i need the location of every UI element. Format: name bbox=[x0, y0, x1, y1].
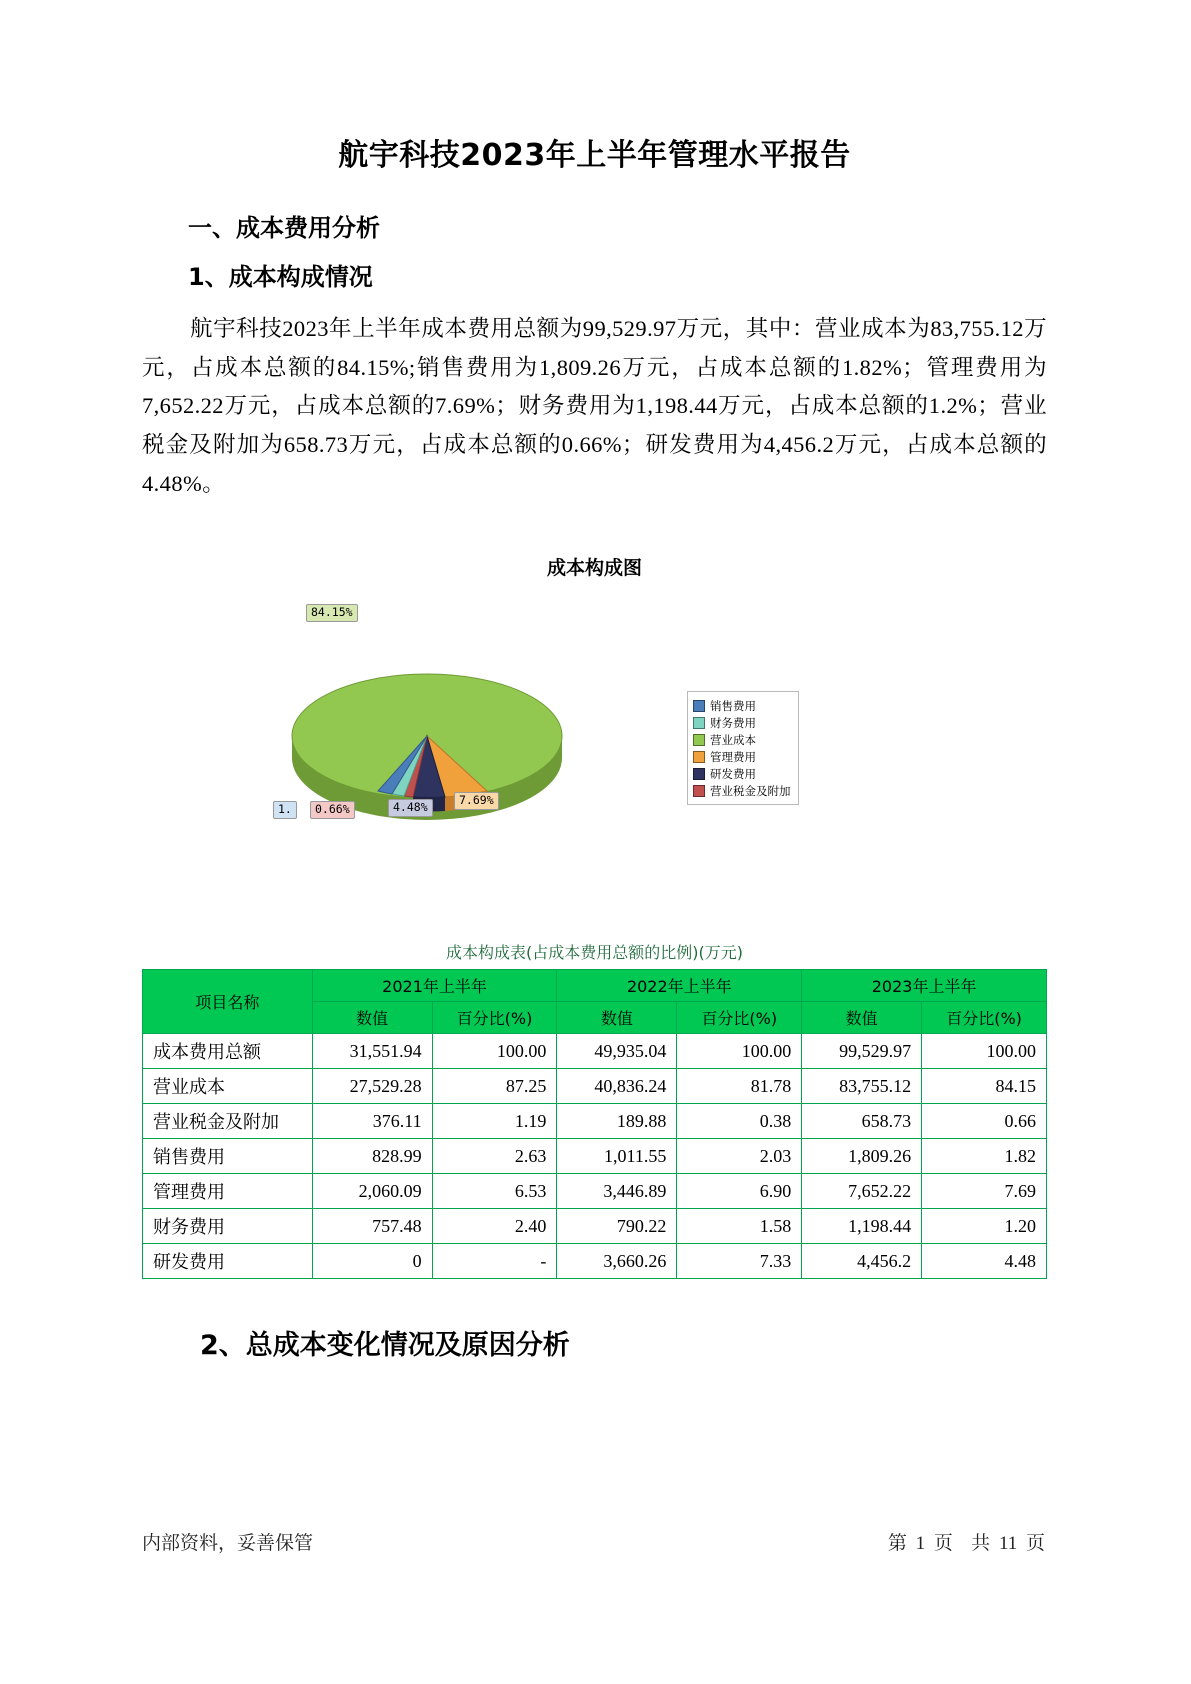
header-value-2021: 数值 bbox=[312, 1002, 432, 1034]
cell-value: 4,456.2 bbox=[802, 1244, 922, 1279]
cell-percent: 2.40 bbox=[432, 1209, 557, 1244]
legend-swatch-icon bbox=[693, 734, 705, 746]
cell-value: 790.22 bbox=[557, 1209, 677, 1244]
pie-label-admin-expense: 7.69% bbox=[454, 792, 499, 810]
legend-item bbox=[693, 714, 791, 731]
legend-swatch-icon bbox=[693, 785, 705, 797]
table-row bbox=[143, 1104, 1047, 1139]
header-year-2021: 2021年上半年 bbox=[312, 970, 557, 1002]
pie-label-tax-surcharge: 0.66% bbox=[310, 801, 355, 819]
cell-value: 40,836.24 bbox=[557, 1069, 677, 1104]
footer-pagination bbox=[886, 1528, 1047, 1555]
cell-percent: 4.48 bbox=[922, 1244, 1047, 1279]
pie-label-operating-cost: 84.15% bbox=[306, 604, 358, 622]
legend-item bbox=[693, 697, 791, 714]
cell-value: 3,660.26 bbox=[557, 1244, 677, 1279]
cell-percent: 100.00 bbox=[922, 1034, 1047, 1069]
document-content bbox=[142, 110, 1047, 1362]
cell-value: 2,060.09 bbox=[312, 1174, 432, 1209]
cell-value: 189.88 bbox=[557, 1104, 677, 1139]
cell-value: 3,446.89 bbox=[557, 1174, 677, 1209]
cell-percent: 7.33 bbox=[677, 1244, 802, 1279]
legend-label: 营业税金及附加 bbox=[710, 783, 791, 798]
legend-swatch-icon bbox=[693, 751, 705, 763]
cell-percent: 1.82 bbox=[922, 1139, 1047, 1174]
legend-label: 营业成本 bbox=[710, 732, 756, 747]
cell-percent: 0.38 bbox=[677, 1104, 802, 1139]
table-header-row-top bbox=[143, 970, 1047, 1002]
row-label: 销售费用 bbox=[143, 1139, 313, 1174]
section-heading-cost-analysis: 一、成本费用分析 bbox=[188, 214, 380, 242]
header-percent-2021: 百分比(%) bbox=[432, 1002, 557, 1034]
row-label: 财务费用 bbox=[143, 1209, 313, 1244]
cell-percent: 81.78 bbox=[677, 1069, 802, 1104]
row-label: 管理费用 bbox=[143, 1174, 313, 1209]
legend-swatch-icon bbox=[693, 717, 705, 729]
cell-percent: - bbox=[432, 1244, 557, 1279]
footer-page-number: 1 bbox=[915, 1533, 926, 1554]
cell-value: 1,809.26 bbox=[802, 1139, 922, 1174]
cell-percent: 100.00 bbox=[432, 1034, 557, 1069]
legend-label: 财务费用 bbox=[710, 715, 756, 730]
table-caption: 成本构成表(占成本费用总额的比例)(万元) bbox=[446, 943, 743, 963]
cell-percent: 1.19 bbox=[432, 1104, 557, 1139]
subsection-heading-total-cost-change: 2、总成本变化情况及原因分析 bbox=[200, 1330, 570, 1362]
header-percent-2023: 百分比(%) bbox=[922, 1002, 1047, 1034]
table-row bbox=[143, 1174, 1047, 1209]
cell-value: 757.48 bbox=[312, 1209, 432, 1244]
legend-swatch-icon bbox=[693, 768, 705, 780]
cell-value: 658.73 bbox=[802, 1104, 922, 1139]
footer-total-number: 11 bbox=[998, 1533, 1018, 1554]
table-row bbox=[143, 1244, 1047, 1279]
page-footer bbox=[142, 1528, 1047, 1555]
pie-chart bbox=[142, 586, 1047, 916]
cost-composition-table bbox=[142, 969, 1047, 1279]
chart-legend bbox=[687, 691, 799, 805]
cell-value: 49,935.04 bbox=[557, 1034, 677, 1069]
cell-value: 376.11 bbox=[312, 1104, 432, 1139]
legend-item bbox=[693, 748, 791, 765]
cell-percent: 2.63 bbox=[432, 1139, 557, 1174]
header-value-2023: 数值 bbox=[802, 1002, 922, 1034]
cell-percent: 2.03 bbox=[677, 1139, 802, 1174]
header-project-name: 项目名称 bbox=[143, 970, 313, 1034]
cell-value: 7,652.22 bbox=[802, 1174, 922, 1209]
cell-percent: 6.53 bbox=[432, 1174, 557, 1209]
header-year-2022: 2022年上半年 bbox=[557, 970, 802, 1002]
header-year-2023: 2023年上半年 bbox=[802, 970, 1047, 1002]
cell-percent: 1.20 bbox=[922, 1209, 1047, 1244]
footer-page-prefix: 第 bbox=[887, 1533, 907, 1554]
table-row bbox=[143, 1139, 1047, 1174]
footer-note: 内部资料，妥善保管 bbox=[142, 1533, 314, 1554]
legend-label: 管理费用 bbox=[710, 749, 756, 764]
chart-title: 成本构成图 bbox=[546, 557, 642, 580]
cell-percent: 1.58 bbox=[677, 1209, 802, 1244]
cell-value: 99,529.97 bbox=[802, 1034, 922, 1069]
footer-page-unit: 页 bbox=[933, 1533, 953, 1554]
table-row bbox=[143, 1209, 1047, 1244]
cell-value: 1,198.44 bbox=[802, 1209, 922, 1244]
cell-percent: 100.00 bbox=[677, 1034, 802, 1069]
cell-value: 0 bbox=[312, 1244, 432, 1279]
cell-percent: 6.90 bbox=[677, 1174, 802, 1209]
row-label: 成本费用总额 bbox=[143, 1034, 313, 1069]
cell-percent: 84.15 bbox=[922, 1069, 1047, 1104]
subsection-heading-cost-composition: 1、成本构成情况 bbox=[188, 263, 373, 291]
cell-value: 83,755.12 bbox=[802, 1069, 922, 1104]
legend-item bbox=[693, 782, 791, 799]
header-percent-2022: 百分比(%) bbox=[677, 1002, 802, 1034]
legend-label: 研发费用 bbox=[710, 766, 756, 781]
cell-value: 27,529.28 bbox=[312, 1069, 432, 1104]
cell-value: 828.99 bbox=[312, 1139, 432, 1174]
cell-percent: 7.69 bbox=[922, 1174, 1047, 1209]
table-row bbox=[143, 1069, 1047, 1104]
cell-percent: 0.66 bbox=[922, 1104, 1047, 1139]
paragraph-cost-composition: 航宇科技2023年上半年成本费用总额为99,529.97万元，其中：营业成本为83,755.12万元，占成本总额的84.15%;销售费用为1,809.26万元，占成本总额的1.82%；管理费用为7,652.22万元，占成本总额的7.69%；财务费用为1,198.44万元，占成本总额的1.2%；营业税金及附加为658.73万元，占成本总额的0.66%；研发费用为4,456.2万元，占成本总额的4.48%。 bbox=[142, 316, 1047, 496]
row-label: 研发费用 bbox=[143, 1244, 313, 1279]
legend-label: 销售费用 bbox=[710, 698, 756, 713]
cell-value: 1,011.55 bbox=[557, 1139, 677, 1174]
pie-label-rd-expense: 4.48% bbox=[388, 799, 433, 817]
legend-item bbox=[693, 765, 791, 782]
pie-chart-graphic bbox=[278, 605, 572, 856]
header-value-2022: 数值 bbox=[557, 1002, 677, 1034]
row-label: 营业税金及附加 bbox=[143, 1104, 313, 1139]
row-label: 营业成本 bbox=[143, 1069, 313, 1104]
table-row bbox=[143, 1034, 1047, 1069]
legend-item bbox=[693, 731, 791, 748]
footer-total-prefix: 共 bbox=[971, 1533, 991, 1554]
cell-value: 31,551.94 bbox=[312, 1034, 432, 1069]
cell-percent: 87.25 bbox=[432, 1069, 557, 1104]
footer-total-unit: 页 bbox=[1025, 1533, 1045, 1554]
pie-label-sales-expense: 1. bbox=[273, 801, 297, 819]
page-title: 航宇科技2023年上半年管理水平报告 bbox=[338, 138, 851, 173]
legend-swatch-icon bbox=[693, 700, 705, 712]
